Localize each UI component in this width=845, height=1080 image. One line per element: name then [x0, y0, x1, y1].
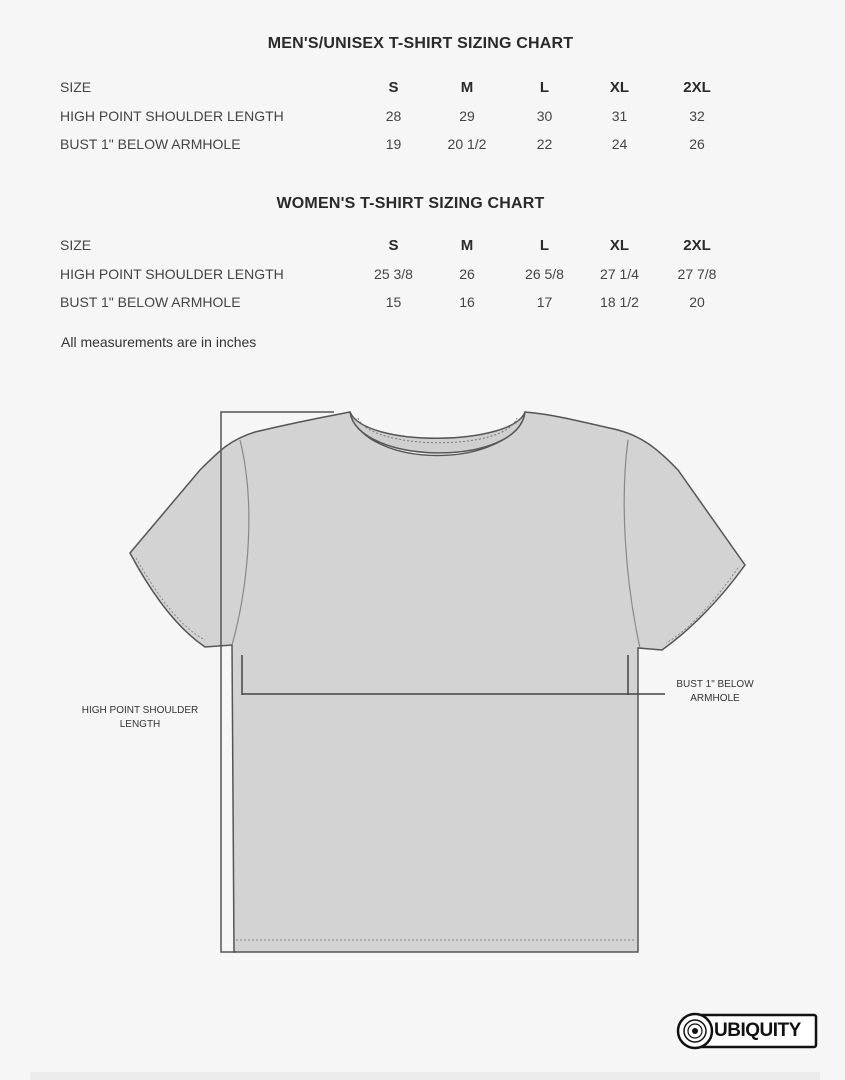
womens-chart-title: WOMEN'S T-SHIRT SIZING CHART [276, 195, 545, 212]
size-m-header: M [460, 236, 474, 254]
size-m-header: M [460, 78, 474, 96]
table-cell: 18 1/2 [600, 294, 639, 310]
size-2xl-header: 2XL [683, 236, 711, 254]
table-row [55, 288, 737, 316]
size-s-header: S [388, 78, 399, 96]
row-label: HIGH POINT SHOULDER LENGTH [60, 266, 284, 282]
row-label: HIGH POINT SHOULDER LENGTH [60, 108, 284, 124]
size-xl-header: XL [609, 78, 630, 96]
table-row [55, 102, 737, 130]
row-label: BUST 1" BELOW ARMHOLE [60, 136, 241, 152]
table-cell: 26 [459, 266, 475, 282]
size-l-header: L [539, 236, 550, 254]
vinyl-record-icon [678, 1014, 712, 1048]
bottom-divider [30, 1072, 820, 1080]
tshirt-body [130, 412, 745, 952]
table-header-row [55, 230, 737, 260]
table-cell: 20 [689, 294, 705, 310]
size-2xl-header: 2XL [683, 78, 711, 96]
measurement-note: All measurements are in inches [61, 334, 257, 350]
mens-chart-title: MEN'S/UNISEX T-SHIRT SIZING CHART [267, 35, 574, 52]
table-cell: 22 [536, 136, 553, 152]
table-cell: 26 5/8 [525, 266, 564, 282]
callout-line: LENGTH [119, 719, 161, 730]
womens-size-table [55, 230, 737, 316]
logo-text: UBIQUITY [714, 1020, 801, 1041]
size-l-header: L [539, 78, 550, 96]
table-cell: 31 [611, 108, 628, 124]
shoulder-length-label [60, 704, 220, 732]
size-header-label: SIZE [60, 237, 92, 253]
table-cell: 29 [459, 108, 475, 124]
size-header-label: SIZE [60, 79, 92, 95]
bust-label [660, 678, 770, 706]
mens-size-table [55, 72, 737, 158]
table-cell: 15 [385, 294, 402, 310]
table-cell: 19 [385, 136, 402, 152]
table-cell: 27 7/8 [677, 266, 717, 282]
callout-line: BUST 1" BELOW [676, 679, 754, 690]
ubiquity-logo [676, 1012, 818, 1050]
table-cell: 32 [689, 108, 705, 124]
table-cell: 20 1/2 [447, 136, 487, 152]
size-xl-header: XL [609, 236, 630, 254]
table-cell: 17 [536, 294, 553, 310]
table-row [55, 260, 737, 288]
table-row [55, 130, 737, 158]
table-cell: 27 1/4 [600, 266, 639, 282]
table-cell: 24 [611, 136, 628, 152]
table-cell: 25 3/8 [374, 266, 413, 282]
callout-line: ARMHOLE [690, 693, 740, 704]
callout-line: HIGH POINT SHOULDER [81, 705, 199, 716]
table-cell: 16 [459, 294, 475, 310]
row-label: BUST 1" BELOW ARMHOLE [60, 294, 241, 310]
table-cell: 30 [536, 108, 553, 124]
size-s-header: S [388, 236, 399, 254]
table-header-row [55, 72, 737, 102]
table-cell: 28 [385, 108, 402, 124]
table-cell: 26 [689, 136, 705, 152]
